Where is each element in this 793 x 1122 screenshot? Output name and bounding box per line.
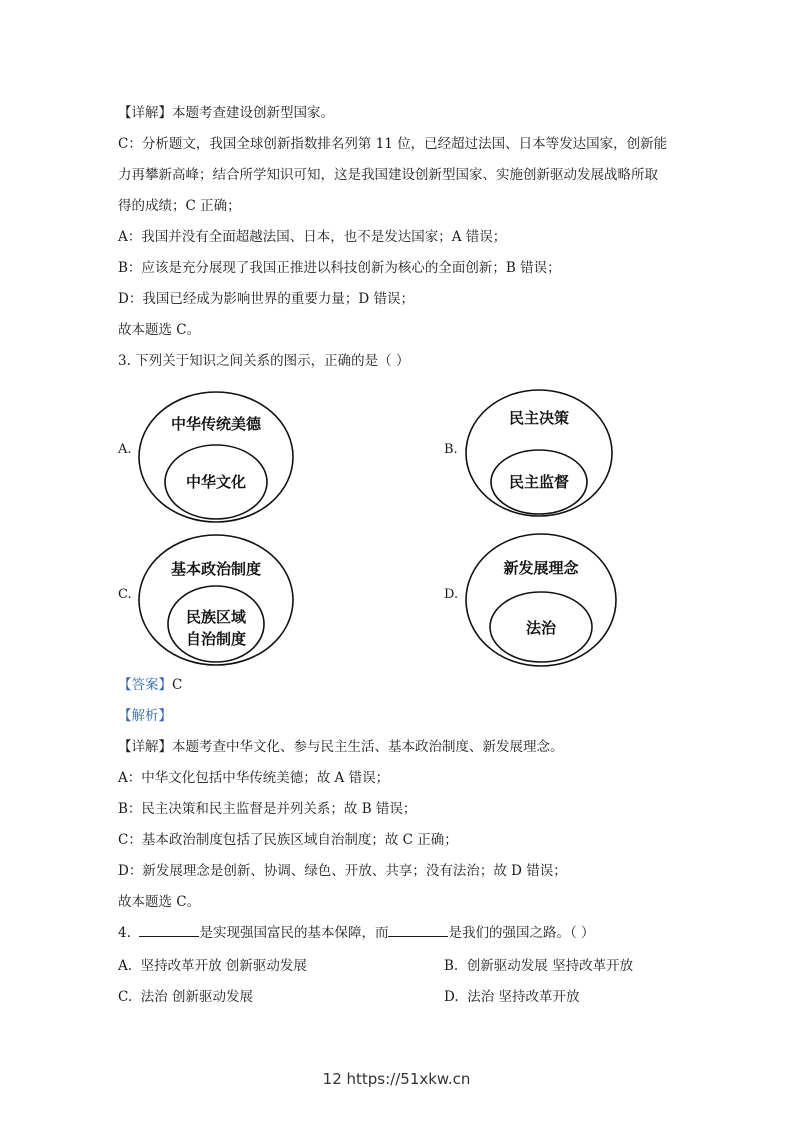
q4-option-c: C. 法治 创新驱动发展 [118,989,254,1005]
detail1-line: B：应该是充分展现了我国正推进以科技创新为核心的全面创新；B 错误； [118,260,561,276]
detail2-line: D：新发展理念是创新、协调、绿色、开放、共享；没有法治；故 D 错误； [118,863,567,879]
blank-2 [388,923,448,937]
detail2-line: B：民主决策和民主监督是并列关系；故 B 错误； [118,801,417,817]
question3-stem: 3. 下列关于知识之间关系的图示，正确的是（ ） [118,353,410,369]
diagram-c-inner-label-line2: 自治制度 [185,630,247,648]
option-a-letter: A. [118,442,132,457]
answer-tag: 【答案】 [118,677,172,693]
diagram-c-outer-label: 基本政治制度 [170,560,262,578]
diagram-a-outer-circle [139,392,293,522]
diagram-c-inner-label-line1: 民族区域 [185,608,247,626]
page-footer: 12 https://51xkw.cn [322,1070,471,1088]
detail1-line: C：分析题文，我国全球创新指数排名列第 11 位，已经超过法国、日本等发达国家，创新能 [118,136,668,152]
detail-heading-1: 【详解】本题考查建设创新型国家。 [118,105,334,121]
detail2-line: 故本题选 C。 [118,894,201,910]
diagram-b-outer-label: 民主决策 [508,409,570,427]
q4-option-b: B. 创新驱动发展 坚持改革开放 [444,958,634,974]
option-d-letter: D. [444,587,459,602]
diagram-b [463,387,615,519]
diagram-a-outer-label: 中华传统美德 [170,415,262,433]
detail1-line: 力再攀新高峰；结合所学知识可知，这是我国建设创新型国家、实施创新驱动发展战略所取 [118,167,658,183]
question4-stem: 4. 是实现强国富民的基本保障，而 是我们的强国之路。（ ） [118,925,595,941]
detail-heading-2: 【详解】本题考查中华文化、参与民主生活、基本政治制度、新发展理念。 [118,739,564,755]
diagram-d-inner-label: 法治 [525,619,557,637]
diagram-d-outer-circle [466,534,616,666]
detail2-line: A：中华文化包括中华传统美德；故 A 错误； [118,770,390,786]
detail1-line: D：我国已经成为影响世界的重要力量；D 错误； [118,291,414,307]
diagram-c [136,532,296,668]
detail1-line: 得的成绩；C 正确； [118,198,241,214]
option-c-letter: C. [118,587,132,602]
detail1-line: 故本题选 C。 [118,322,201,338]
answer-line [118,675,182,695]
diagram-b-inner-label: 民主监督 [508,473,570,491]
blank-1 [139,923,199,937]
diagram-a-inner-label: 中华文化 [185,473,247,491]
detail1-line: A：我国并没有全面超越法国、日本，也不是发达国家；A 错误； [118,229,507,245]
option-b-letter: B. [444,442,458,457]
q4-option-d: D. 法治 坚持改革开放 [444,989,580,1005]
answer-value: C [172,677,183,693]
diagram-a [136,389,296,525]
diagram-d-outer-label: 新发展理念 [503,559,579,577]
detail2-line: C：基本政治制度包括了民族区域自治制度；故 C 正确； [118,832,458,848]
q4-option-a: A. 坚持改革开放 创新驱动发展 [118,958,307,974]
diagram-d [463,531,619,669]
analysis-tag: 【解析】 [118,708,172,724]
